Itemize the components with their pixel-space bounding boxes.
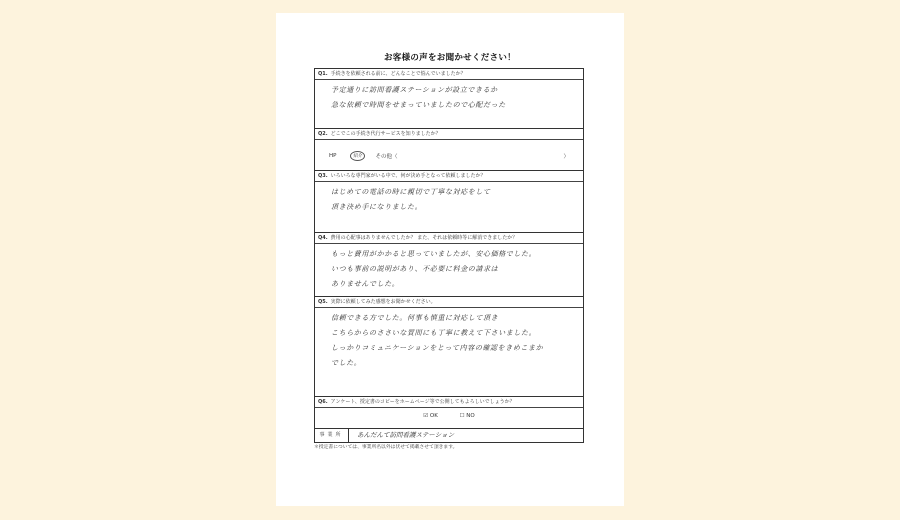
option-referral-circled: 紹介 <box>350 151 365 161</box>
question-3-answer <box>315 182 583 233</box>
option-ok-checked: ☑ OK <box>423 413 438 419</box>
answer-line: いつも事前の説明があり、不必要に料金の請求は <box>331 265 499 273</box>
question-2-prompt: どこでこの手続き代行サービスを知りましたか？ <box>330 131 441 137</box>
question-1-answer <box>315 80 583 129</box>
source-options <box>329 151 569 161</box>
question-1-header <box>315 69 583 80</box>
answer-line: 急な依頼で時間をせまっていましたので心配だった <box>331 101 506 109</box>
option-other-close: ） <box>563 154 569 160</box>
answer-line: こちらからのささいな質問にも丁寧に教えて下さいました。 <box>331 329 537 337</box>
question-5-prompt: 実際に依頼してみた感想をお聞かせください。 <box>330 299 436 305</box>
question-5-number: Q5. <box>318 299 328 305</box>
question-6-header <box>315 397 583 408</box>
question-3-number: Q3. <box>318 173 328 179</box>
question-1-number: Q1. <box>318 71 328 77</box>
survey-form <box>314 68 584 443</box>
option-hp: HP <box>329 153 337 159</box>
office-row <box>315 429 583 443</box>
answer-line: 頂き決め手になりました。 <box>331 203 423 211</box>
question-2-header <box>315 129 583 140</box>
question-6-answer <box>315 408 583 429</box>
question-3-header <box>315 171 583 182</box>
question-5-answer <box>315 308 583 397</box>
question-1-prompt: 手続きを依頼される前に、どんなことで悩んでいましたか？ <box>330 71 466 77</box>
question-5-header <box>315 297 583 308</box>
option-other: その他（ <box>375 154 398 160</box>
question-4-prompt: 費用の心配事はありませんでしたか？ また、それは依頼時等に解消できましたか？ <box>330 235 518 241</box>
answer-line: ありませんでした。 <box>331 280 400 288</box>
option-no: ☐ NO <box>459 413 475 419</box>
question-4-answer <box>315 244 583 297</box>
question-2-number: Q2. <box>318 131 328 137</box>
answer-line: 予定通りに訪問看護ステーションが設立できるか <box>331 86 498 94</box>
question-4-header <box>315 233 583 244</box>
office-label: 事業所 <box>315 429 349 442</box>
answer-line: しっかりコミュニケーションをとって内容の確認をきめこまか <box>331 344 544 352</box>
survey-sheet <box>276 13 624 506</box>
question-6-prompt: アンケート、授定書のコピーをホームページ等で公開してもよろしいでしょうか？ <box>330 399 515 405</box>
consent-options <box>315 413 583 419</box>
question-3-prompt: いろいろな専門家がいる中で、何が決め手となって依頼しましたか？ <box>330 173 486 179</box>
survey-title: お客様の声をお聞かせください！ <box>383 53 516 63</box>
answer-line: でした。 <box>331 359 362 367</box>
answer-line: はじめての電話の時に親切で丁寧な対応をして <box>331 188 491 196</box>
answer-line: もっと費用がかかると思っていましたが、安心価格でした。 <box>331 250 537 258</box>
office-name: あんだんて訪問看護ステーション <box>357 431 455 439</box>
question-2-answer <box>315 140 583 171</box>
answer-line: 信頼できる方でした。何事も慎重に対応して頂き <box>331 314 499 322</box>
footnote: ＊授定書については、事業所名以外は伏せて掲載させて頂きます。 <box>314 445 458 450</box>
question-6-number: Q6. <box>318 399 328 405</box>
question-4-number: Q4. <box>318 235 328 241</box>
